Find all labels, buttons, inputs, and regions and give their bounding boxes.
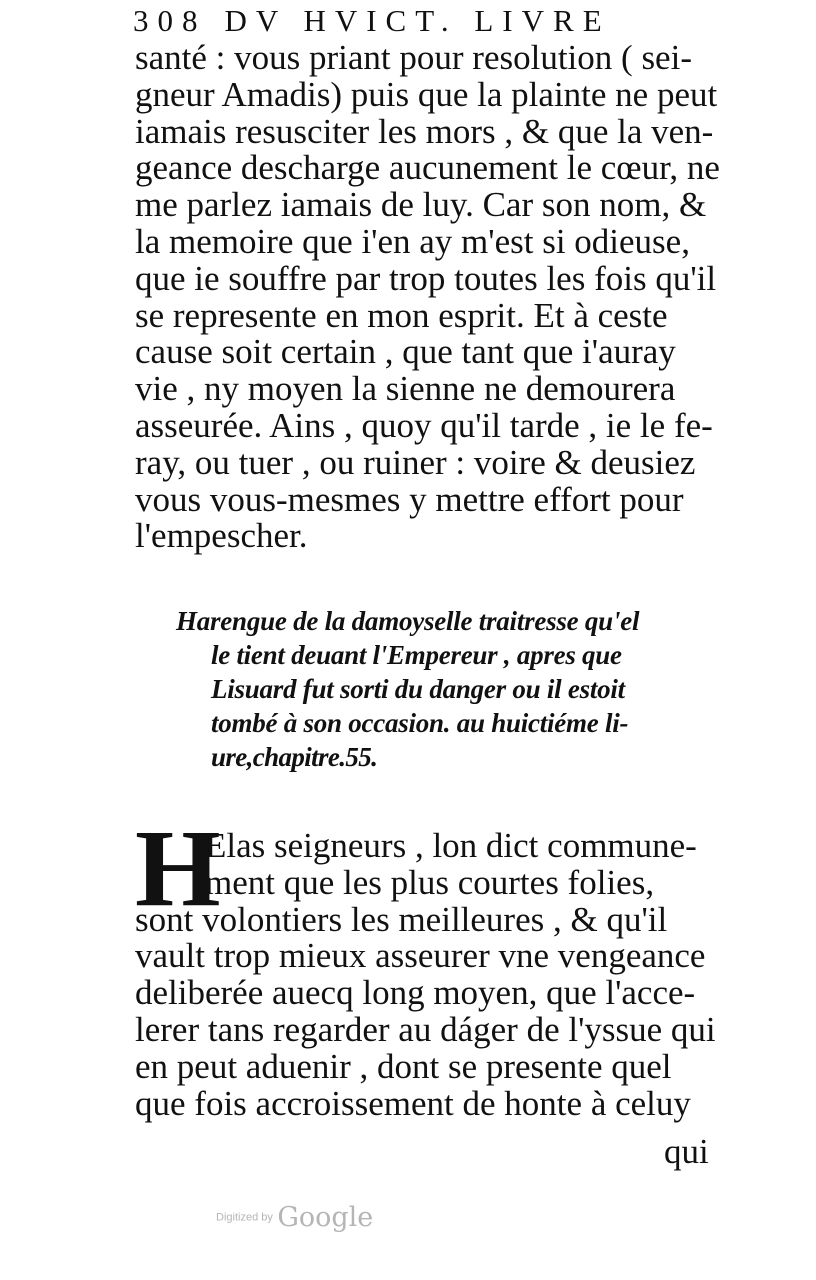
- text-line: me parlez iamais de luy. Car son nom, &: [135, 185, 707, 225]
- rubric-line: Lisuard fut sorti du danger ou il estoit: [211, 674, 625, 704]
- rubric-line: tombé à son occasion. au huictiéme li-: [211, 708, 629, 738]
- text-line: ment que les plus courtes folies,: [205, 862, 655, 902]
- text-line: sont volontiers les meilleures , & qu'il: [135, 899, 668, 939]
- text-line: lerer tans regarder au dáger de l'yssue qui: [135, 1009, 716, 1049]
- text-line: deliberée auecq long moyen, que l'acce-: [135, 973, 696, 1013]
- chapter-rubric: [176, 604, 716, 774]
- text-line: gneur Amadis) puis que la plainte ne peut: [135, 74, 718, 114]
- text-block-2: [135, 828, 725, 1122]
- catchword: qui: [664, 1132, 709, 1171]
- text-block-1: [135, 40, 725, 555]
- rubric-line: Harengue de la damoyselle traitresse qu'el: [176, 606, 640, 636]
- page-number: 308: [133, 3, 207, 38]
- text-line: vie , ny moyen la sienne ne demourera: [135, 369, 676, 409]
- text-line: cause soit certain , que tant que i'auray: [135, 332, 676, 372]
- google-watermark: [216, 1202, 373, 1233]
- running-header: [133, 4, 611, 38]
- google-logo: Google: [277, 1202, 374, 1233]
- text-line: asseurée. Ains , quoy qu'il tarde , ie le fe-: [135, 405, 713, 445]
- text-line: vous vous-mesmes y mettre effort pour: [135, 479, 684, 519]
- text-line: que fois accroissement de honte à celuy: [135, 1083, 691, 1123]
- text-line: la memoire que i'en ay m'est si odieuse,: [135, 221, 690, 261]
- text-line: geance descharge aucunement le cœur, ne: [135, 148, 720, 188]
- text-line: vault trop mieux asseurer vne vengeance: [135, 936, 706, 976]
- text-line: Elas seigneurs , lon dict commune-: [205, 826, 697, 865]
- digitized-by-label: Digitized by: [216, 1211, 273, 1224]
- text-line: se represente en mon esprit. Et à ceste: [135, 295, 668, 335]
- text-line: ray, ou tuer , ou ruiner : voire & deusiez: [135, 442, 696, 482]
- rubric-line: ure,chapitre.55.: [211, 742, 378, 772]
- text-line: en peut aduenir , dont se presente quel: [135, 1046, 672, 1086]
- text-line: iamais resusciter les mors , & que la ven-: [135, 111, 714, 151]
- drop-cap: H: [135, 807, 221, 929]
- text-line: l'empescher.: [135, 516, 308, 556]
- running-title: DV HVICT. LIVRE: [224, 3, 611, 38]
- rubric-line: le tient deuant l'Empereur , apres que: [211, 640, 622, 670]
- text-line: que ie souffre par trop toutes les fois qu'il: [135, 258, 717, 298]
- text-line: santé : vous priant pour resolution ( sei-: [135, 38, 692, 77]
